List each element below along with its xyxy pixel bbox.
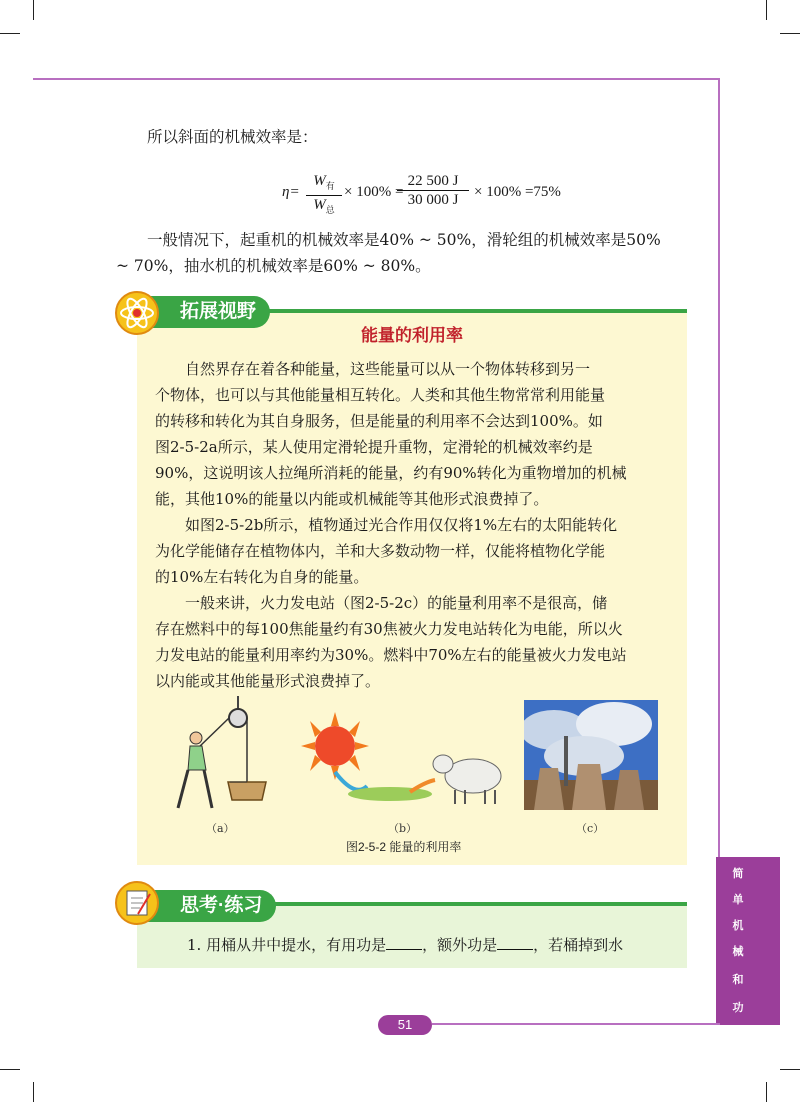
page-bar — [432, 1023, 720, 1025]
body-line: 以内能或其他能量形式浪费掉了。 — [155, 672, 381, 690]
eta-symbol: η= — [282, 184, 300, 200]
body-line: 一般来讲，火力发电站（图2-5-2c）的能量利用率不是很高，储 — [185, 594, 608, 612]
body-line: 的10%左右转化为自身的能量。 — [155, 568, 369, 586]
notepad-icon — [114, 880, 160, 926]
efficiency-paragraph-line1: 一般情况下，起重机的机械效率是40% ~ 50%，滑轮组的机械效率是50% — [147, 231, 661, 249]
answer-blank[interactable] — [497, 935, 533, 950]
body-line: 为化学能储存在植物体内，羊和大多数动物一样，仅能将植物化学能 — [155, 542, 606, 560]
extension-badge-label: 拓展视野 — [180, 301, 257, 322]
efficiency-paragraph-line2: ~ 70%，抽水机的机械效率是60% ~ 80%。 — [116, 257, 431, 275]
power-station-photo — [524, 700, 658, 810]
sun-sheep-illustration — [295, 712, 507, 812]
body-line: 力发电站的能量利用率约为30%。燃料中70%左右的能量被火力发电站 — [155, 646, 627, 664]
label-b: （b） — [388, 822, 418, 835]
body-line: 图2-5-2a所示，某人使用定滑轮提升重物，定滑轮的机械效率约是 — [155, 438, 593, 456]
exercise-badge-label: 思考·练习 — [180, 895, 263, 916]
label-a: （a） — [206, 822, 235, 835]
body-line: 存在燃料中的每100焦能量约有30焦被火力发电站转化为电能，所以火 — [155, 620, 623, 638]
pulley-illustration — [168, 696, 278, 814]
body-line: 能，其他10%的能量以内能或机械能等其他形式浪费掉了。 — [155, 490, 549, 508]
exercise-question-1: 1. 用桶从井中提水，有用功是 ，额外功是 ，若桶掉到水 — [187, 936, 624, 954]
crop-mark — [780, 1069, 800, 1070]
times-100-a: × 100% = — [344, 184, 404, 200]
body-line: 自然界存在着各种能量，这些能量可以从一个物体转移到另一 — [185, 360, 591, 378]
crop-mark — [33, 1082, 34, 1102]
intro-text: 所以斜面的机械效率是： — [147, 128, 318, 146]
work-ratio-fraction: $W_有$ $W_总$ — [306, 172, 342, 219]
sidebar-char: 和 — [732, 974, 744, 986]
crop-mark — [766, 1082, 767, 1102]
body-line: 如图2-5-2b所示，植物通过光合作用仅仅将1%左右的太阳能转化 — [185, 516, 618, 534]
sidebar-char: 机 — [732, 920, 744, 932]
extension-body — [155, 356, 675, 694]
value-fraction: $\frac{22 500 J}{30 000 J}$ — [397, 172, 469, 209]
label-c: （c） — [576, 822, 605, 835]
page-number: 51 — [378, 1015, 432, 1035]
page-frame-right — [718, 78, 720, 858]
sidebar-char: 单 — [732, 894, 744, 906]
box-title: 能量的利用率 — [361, 326, 463, 345]
crop-mark — [0, 1069, 20, 1070]
chapter-sidebar — [716, 857, 780, 1025]
sidebar-char: 简 — [732, 868, 744, 880]
crop-mark — [766, 0, 767, 20]
figure-caption: 图2-5-2 能量的利用率 — [346, 840, 462, 854]
body-line: 90%，这说明该人拉绳所消耗的能量，约有90%转化为重物增加的机械 — [155, 464, 627, 482]
body-line: 个物体，也可以与其他能量相互转化。人类和其他生物常常利用能量 — [155, 386, 606, 404]
crop-mark — [0, 33, 20, 34]
times-100-b: × 100% =75% — [474, 184, 561, 200]
crop-mark — [780, 33, 800, 34]
sidebar-char: 械 — [732, 946, 744, 958]
page-frame-top — [33, 78, 720, 80]
answer-blank[interactable] — [386, 935, 422, 950]
body-line: 的转移和转化为其自身服务，但是能量的利用率不会达到100%。如 — [155, 412, 603, 430]
crop-mark — [33, 0, 34, 20]
sidebar-char: 功 — [732, 1002, 744, 1014]
